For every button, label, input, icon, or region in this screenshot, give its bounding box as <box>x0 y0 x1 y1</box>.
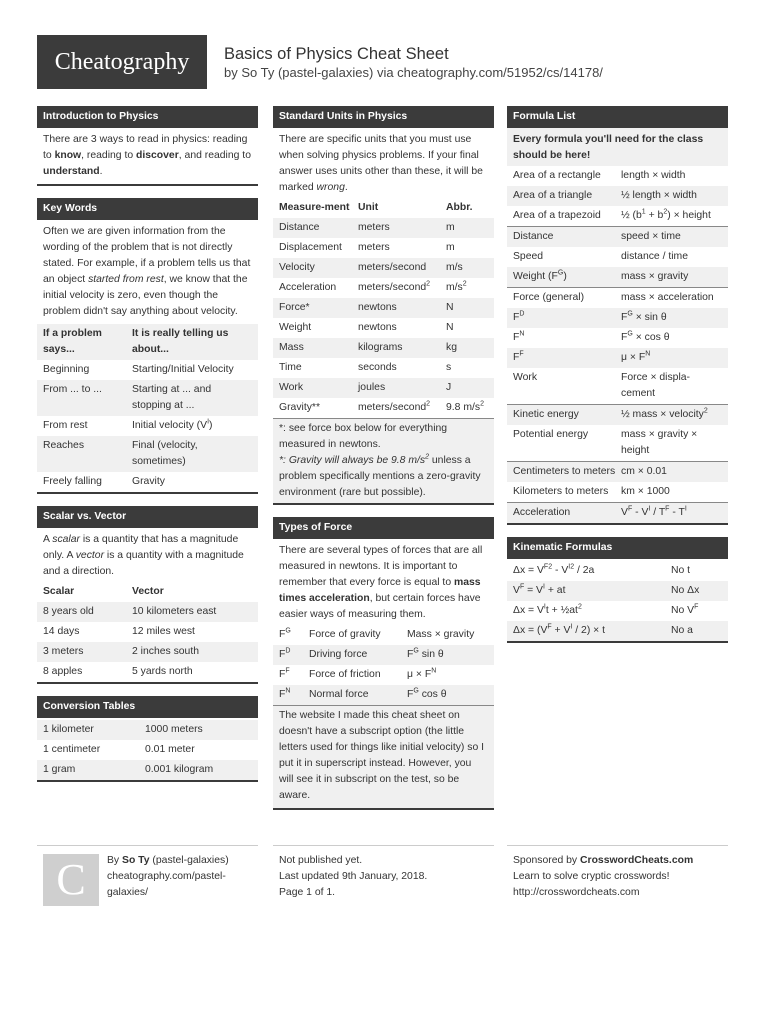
table-row: $V^F = V^I$ + at No Δx <box>507 581 728 601</box>
table-row: Area of a trapezoid ½ $(b^1 + b^2)$ × height <box>513 208 711 221</box>
box-title: Kinematic Formulas <box>507 537 728 559</box>
table-row: Kilometers to meters km × 1000 <box>513 486 670 497</box>
table-row: Beginning Starting/Initial Velocity <box>43 364 234 375</box>
page-count: Page 1 of 1. <box>279 887 336 898</box>
table-header: If a problem says... It is really telling us about... <box>37 324 258 360</box>
author-line[interactable]: By So Ty (pastel-galaxies) <box>107 855 229 866</box>
table-row: 8 years old 10 kilometers east <box>37 602 258 622</box>
units-box <box>273 106 494 505</box>
author-link-cont[interactable]: galaxies/ <box>107 887 149 898</box>
table-row: Gravity** meters/second$^2$ 9.8 $m/s^2$ <box>279 400 484 413</box>
table-row: Velocity meters/second m/s <box>273 258 494 278</box>
table-row: Displacement meters m <box>279 242 455 253</box>
page-title: Basics of Physics Cheat Sheet <box>224 45 449 63</box>
column-1 <box>37 106 258 794</box>
box-title: Key Words <box>37 198 258 220</box>
cheatography-c-logo-icon: C <box>43 854 99 906</box>
table-row: Freely falling Gravity <box>43 476 165 487</box>
table-row: Time seconds s <box>279 362 452 373</box>
keywords-box <box>37 198 258 494</box>
box-title: Conversion Tables <box>37 696 258 718</box>
table-row: $\Delta x = (V^F + V^I / 2) \times t$ No a <box>507 621 728 641</box>
force-text: There are several types of forces that are all measured in newtons. It is important to remember that every force is equal to mass times acceleration, but certain forces have easier ways of measuring them. <box>279 545 483 620</box>
table-row: Kinetic energy ½ mass × velocity$^2$ <box>507 404 728 425</box>
table-row: 1 centimeter 0.01 meter <box>43 744 195 755</box>
table-row: $\Delta x = V^It$ + $\frac{1}{2}at^2$ No $V^F$ <box>513 603 699 616</box>
table-row: 1 gram 0.001 kilogram <box>37 760 258 780</box>
table-header: Measure-ment Unit Abbr. <box>279 202 473 213</box>
footer-meta <box>273 845 494 905</box>
table-row: Work joules J <box>273 378 494 398</box>
intro-box <box>37 106 258 186</box>
table-row: Area of a rectangle length × width <box>513 170 686 181</box>
table-row: 8 apples 5 yards north <box>43 666 193 677</box>
table-row: Force* newtons N <box>273 298 494 318</box>
box-title: Formula List <box>507 106 728 128</box>
author-link[interactable]: cheatography.com/pastel- <box>107 871 226 882</box>
table-row: 1 kilometer 1000 meters <box>37 720 258 740</box>
table-row: 3 meters 2 inches south <box>37 642 258 662</box>
keywords-text: Often we are given information from the wording of the problem that is not directly stated. For example, if a problem tells us that an object started from rest, we know that the initial velocity is zero, even though the problem didn't say anything about velocity. <box>43 226 251 317</box>
table-row: $F^D$ $F^G \times \sin \theta$ <box>507 308 728 328</box>
table-header: Scalar Vector <box>43 586 164 597</box>
footer-author <box>37 845 258 905</box>
box-title: Standard Units in Physics <box>273 106 494 128</box>
sponsor-tagline: Learn to solve cryptic crosswords! <box>513 871 670 882</box>
units-text: There are specific units that you must use when solving physics problems. If your final answer uses units other than these, it will be marked wrong. <box>279 134 483 193</box>
table-row: Mass kilograms kg <box>273 338 494 358</box>
table-row: $F^N$ Normal force $F^G$ cos θ <box>273 685 494 705</box>
force-note: The website I made this cheat sheet on doesn't have a subscript option (the little letters used for things like initial velocity) so I put it in superscript instead. However, you will see it in subscript on the test, so be aware. <box>273 705 494 808</box>
table-row: $F^D$ Driving force $F^G$ sin θ <box>273 645 494 665</box>
table-row: $\Delta x = V^{F2} - V^{I2} / 2a$ No t <box>513 563 691 576</box>
table-row: Force (general) mass × acceleration <box>507 287 728 308</box>
sponsor-url[interactable]: http://crosswordcheats.com <box>513 887 640 898</box>
scalar-text: A scalar is a quantity that has a magnitude only. A vector is a quantity with a magnitude and a direction. <box>43 534 244 577</box>
table-row: $F^N$ $F^G \times \cos \theta$ <box>513 330 670 343</box>
box-title: Introduction to Physics <box>37 106 258 128</box>
table-row: From ... to ... Starting at ... and stopping at ... <box>37 380 258 416</box>
table-row: Reaches Final (velocity, sometimes) <box>37 436 258 472</box>
publish-status: Not published yet. <box>279 855 363 866</box>
table-row: Potential energy mass × gravity × height <box>513 429 698 456</box>
column-2 <box>273 106 494 822</box>
force-box <box>273 517 494 810</box>
table-row: Distance speed × time <box>507 226 728 247</box>
conversion-box <box>37 696 258 782</box>
table-row: Acceleration $V^F - V^I / T^F - T^I$ <box>507 502 728 523</box>
table-row: $F^G$ Force of gravity Mass × gravity <box>279 627 475 640</box>
table-row: Speed distance / time <box>513 251 688 262</box>
column-3 <box>507 106 728 655</box>
box-title: Types of Force <box>273 517 494 539</box>
cheatography-logo[interactable]: Cheatography <box>37 35 207 89</box>
scalar-vector-box <box>37 506 258 684</box>
formula-box <box>507 106 728 525</box>
page-subtitle[interactable]: by So Ty (pastel-galaxies) via cheatography.com/51952/cs/14178/ <box>224 65 603 80</box>
table-row: Weight $(F^G)$ mass × gravity <box>507 267 728 287</box>
table-row: From rest Initial velocity $(V^I)$ <box>43 418 213 431</box>
footer-sponsor <box>507 845 728 905</box>
table-row: Distance meters m <box>273 218 494 238</box>
table-row: $F^F$ $\mu \times F^N$ <box>507 348 728 368</box>
table-row: Weight newtons N <box>279 322 454 333</box>
table-row: $F^F$ Force of friction $\mu \times F^N$ <box>279 667 437 680</box>
table-row: Area of a triangle ½ length × width <box>507 186 728 206</box>
box-title: Scalar vs. Vector <box>37 506 258 528</box>
last-updated: Last updated 9th January, 2018. <box>279 871 428 882</box>
intro-text: There are 3 ways to read in physics: reading to know, reading to discover, and reading to understand. <box>43 134 251 177</box>
table-row: Acceleration meters/second$^2$ $m/s^2$ <box>279 280 467 293</box>
table-row: Centimeters to meters cm × 0.01 <box>507 461 728 482</box>
units-note: *: see force box below for everything measured in newtons. *: Gravity will always be 9.8 $m/s^2$ unless a problem specifically mentions a zero-gravity environment (rare but possible). <box>273 418 494 503</box>
formula-intro: Every formula you'll need for the class should be here! <box>507 128 728 166</box>
kinematic-box <box>507 537 728 643</box>
sponsor-line[interactable]: Sponsored by CrosswordCheats.com <box>513 855 694 866</box>
table-row: 14 days 12 miles west <box>43 626 195 637</box>
table-row: Work Force × displa-cement <box>513 372 691 399</box>
